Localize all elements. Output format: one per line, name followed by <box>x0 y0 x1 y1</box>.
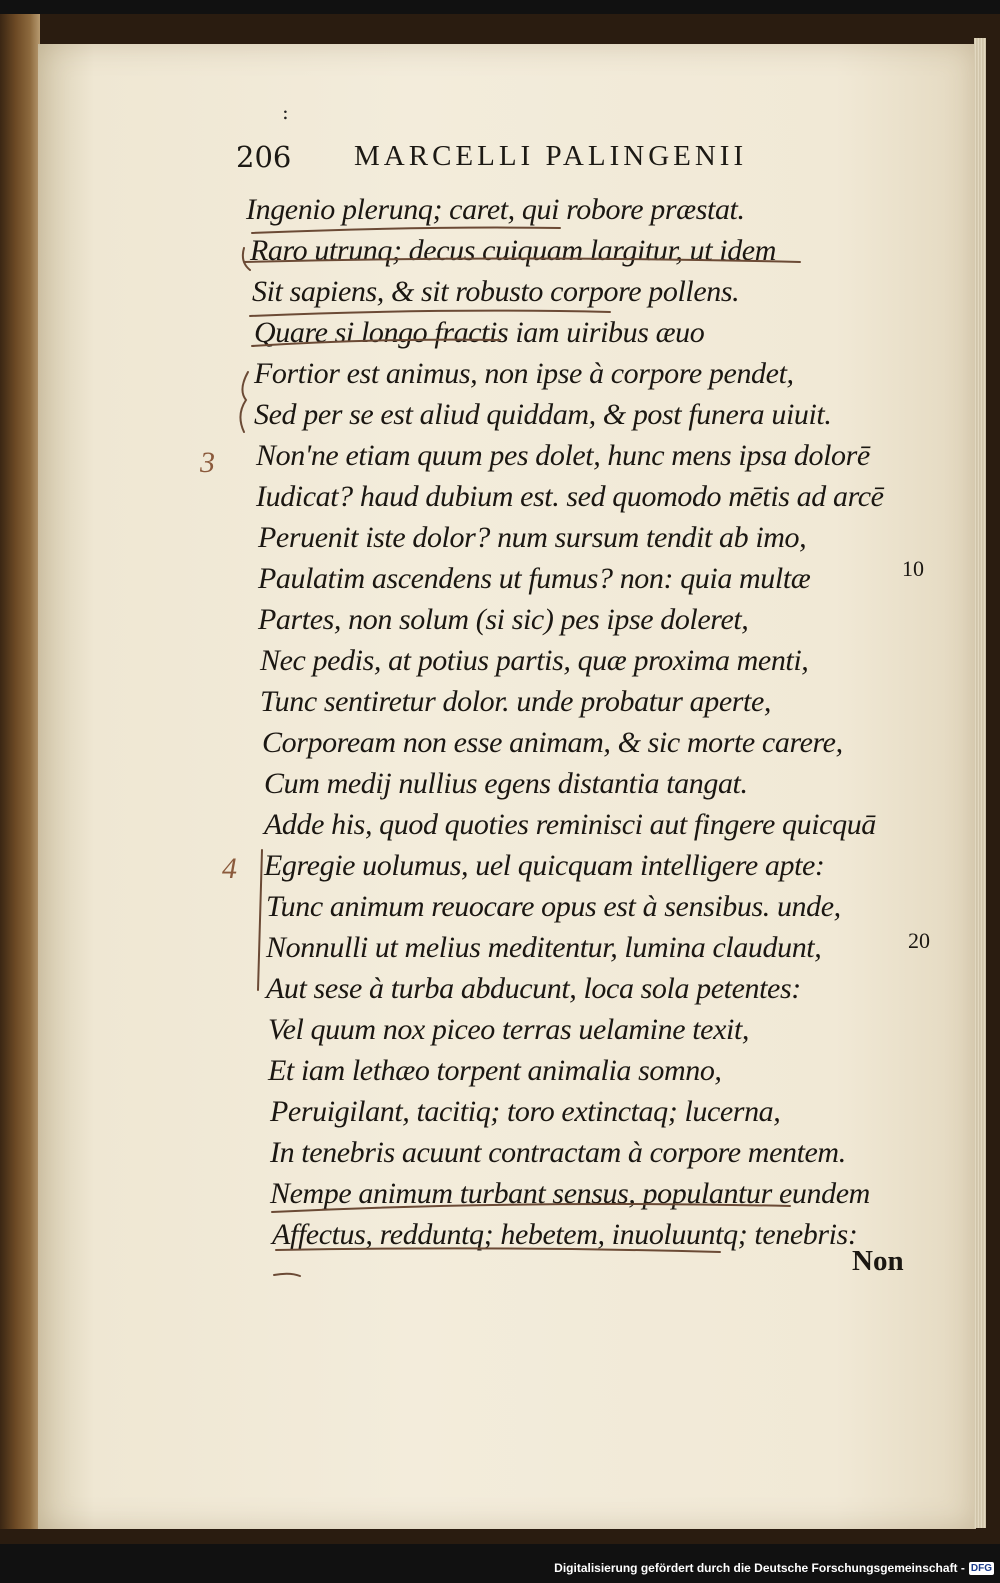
verse-line: Nec pedis, at potius partis, quæ proxima menti, <box>260 644 809 677</box>
verse-line: Quare si longo fractis iam uiribus æuo <box>254 316 705 349</box>
verse-line: Raro utrunq; decus cuiquam largitur, ut idem <box>250 234 776 267</box>
verse-line: Peruenit iste dolor? num sursum tendit ab imo, <box>258 521 807 554</box>
book-spine <box>0 14 40 1529</box>
margin-annotation: 4 <box>222 852 237 885</box>
verse-line: Tunc sentiretur dolor. unde probatur aperte, <box>260 685 772 718</box>
verse-line: Ingenio plerunq; caret, qui robore præstat. <box>246 193 745 226</box>
verse-line: Partes, non solum (si sic) pes ipse doleret, <box>258 603 749 636</box>
dfg-logo: DFG <box>970 1562 992 1574</box>
page-header <box>236 140 816 180</box>
verse-line: Vel quum nox piceo terras uelamine texit, <box>268 1013 749 1046</box>
verse-line: In tenebris acuunt contractam à corpore mentem. <box>270 1136 846 1169</box>
verse-line: Sed per se est aliud quiddam, & post funera uiuit. <box>254 398 832 431</box>
margin-annotation: 3 <box>200 446 215 479</box>
verse-line: Sit sapiens, & sit robusto corpore pollens. <box>252 275 740 308</box>
verse-line: Aut sese à turba abducunt, loca sola petentes: <box>266 972 801 1005</box>
verse-line: Nempe animum turbant sensus, populantur eundem <box>270 1177 870 1210</box>
line-number: 20 <box>908 928 930 953</box>
verse-line: Nonnulli ut melius meditentur, lumina claudunt, <box>266 931 822 964</box>
verse-line: Iudicat? haud dubium est. sed quomodo mētis ad arcē <box>256 480 884 513</box>
verse-line: Et iam lethæo torpent animalia somno, <box>268 1054 722 1087</box>
page-edges <box>974 38 986 1528</box>
catchword: Non <box>852 1245 904 1277</box>
verse-line: Egregie uolumus, uel quicquam intelligere apte: <box>264 849 825 882</box>
verse-line: Paulatim ascendens ut fumus? non: quia multæ <box>258 562 811 595</box>
verse-line: Cum medij nullius egens distantia tangat. <box>264 767 748 800</box>
page-number: 206 <box>236 140 292 174</box>
verse-line: Corpoream non esse animam, & sic morte carere, <box>262 726 843 759</box>
line-number: 10 <box>902 556 924 581</box>
verse-line: Non'ne etiam quum pes dolet, hunc mens ipsa dolorē <box>256 439 870 472</box>
verse-line: Affectus, redduntq; hebetem, inuoluuntq; tenebris: <box>272 1218 858 1251</box>
running-head: MARCELLI PALINGENII <box>354 140 748 172</box>
verse-line: Peruigilant, tacitiq; toro extinctaq; lucerna, <box>270 1095 781 1128</box>
top-mark: : <box>282 100 289 124</box>
footer-text: Digitalisierung gefördert durch die Deutsche Forschungsgemeinschaft - <box>554 1561 965 1575</box>
footer <box>554 1557 994 1579</box>
verse-line: Adde his, quod quoties reminisci aut fingere quicquā <box>264 808 876 841</box>
verse-line: Fortior est animus, non ipse à corpore pendet, <box>254 357 794 390</box>
verse-line: Tunc animum reuocare opus est à sensibus. unde, <box>266 890 841 923</box>
